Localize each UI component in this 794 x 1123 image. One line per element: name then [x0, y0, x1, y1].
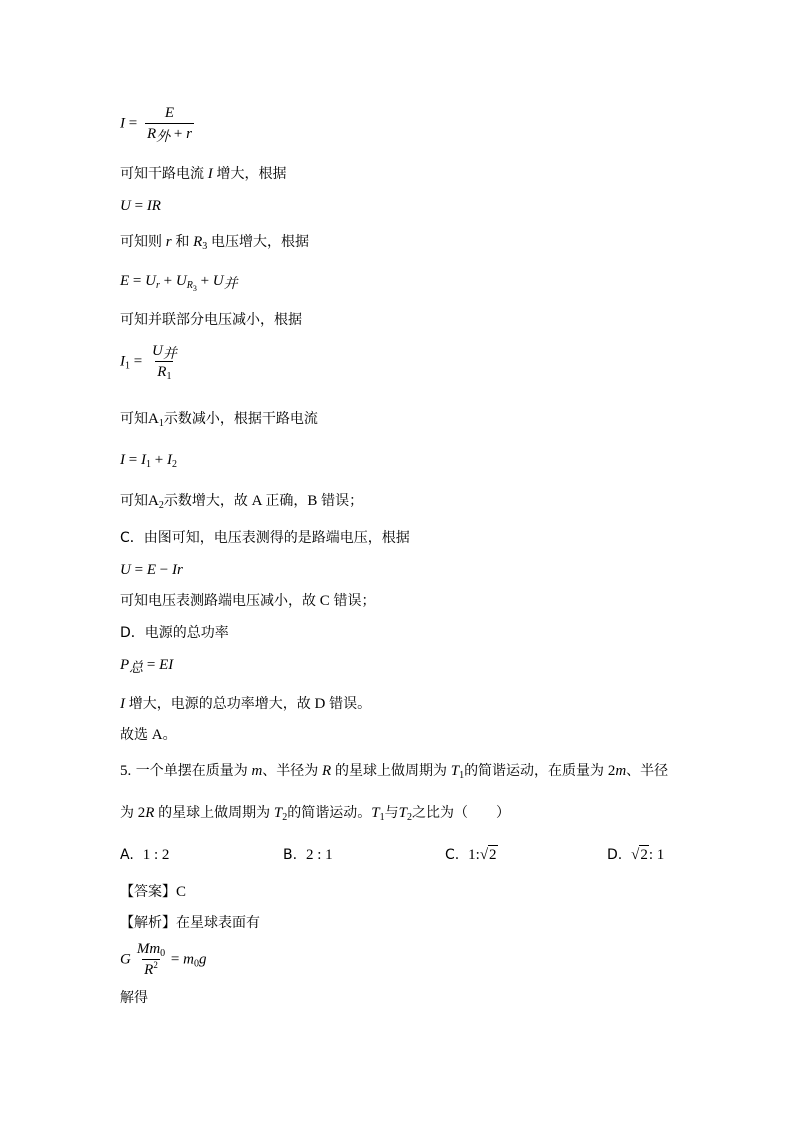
text-line-7: 可知电压表测路端电压减小，故 C 错误； — [120, 593, 376, 609]
text-line-6: C．由图可知，电压表测得的是路端电压，根据 — [120, 530, 410, 546]
formula-terminal-voltage: U = E − Ir — [120, 562, 183, 578]
text-line-10: 故选 A。 — [120, 727, 177, 743]
formula-gravity: G $\frac{Mm_0}{R^2}$ = $m_0g$ — [120, 941, 207, 978]
solve-line: 解得 — [120, 990, 148, 1006]
question-5-line-1: 5. 一个单摆在质量为 m、半径为 R 的星球上做周期为 $T_1$的简谐运动，在质量为 2m、半径 — [120, 763, 669, 781]
option-a[interactable]: A. 1 : 2 — [120, 847, 170, 863]
text-line-8: D．电源的总功率 — [120, 625, 229, 641]
formula-ohm: U = IR — [120, 198, 161, 214]
formula-i1: $I_1$ = $\frac{U_并}{R_1}$ — [120, 343, 177, 382]
text-line-1: 可知干路电流 I 增大，根据 — [120, 166, 287, 182]
text-line-4: 可知$A_1$示数减小，根据干路电流 — [120, 411, 318, 429]
formula-current: I = $\frac{E}{R_外 + r}$ — [120, 105, 192, 145]
formula-emf: $E = U_r + U_{R_3} + U_并$ — [120, 273, 238, 293]
formula-power: $P_总$ = EI — [120, 657, 174, 676]
answer-line: 【答案】C — [120, 884, 187, 900]
text-line-3: 可知并联部分电压减小，根据 — [120, 312, 302, 328]
text-line-5: 可知$A_2$示数增大，故 A 正确，B 错误； — [120, 493, 364, 511]
question-5-line-2: 为 2R 的星球上做周期为 $T_2$的简谐运动。$T_1$与$T_2$之比为（ ） — [120, 805, 510, 823]
analysis-line: 【解析】在星球表面有 — [120, 915, 260, 931]
text-line-2: 可知则 r 和 $R_3$ 电压增大，根据 — [120, 234, 310, 252]
formula-sum-current: $I = I_1 + I_2$ — [120, 452, 177, 470]
option-c[interactable]: C. 1:√2 — [445, 847, 497, 863]
option-d[interactable]: D. √2: 1 — [607, 847, 665, 863]
text-line-9: I 增大，电源的总功率增大，故 D 错误。 — [120, 696, 372, 712]
option-b[interactable]: B. 2 : 1 — [283, 847, 333, 863]
